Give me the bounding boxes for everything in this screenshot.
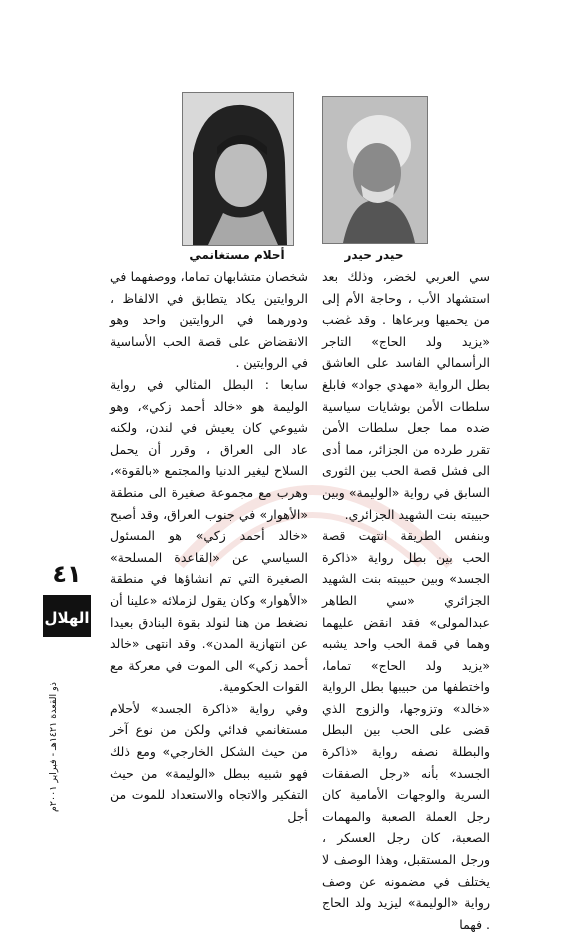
portrait-woman-image (183, 93, 293, 245)
issue-date-vertical: ذو القعدة ١٤٢١هـ - فبراير ٢٠٠١م (48, 682, 59, 812)
photo-ahlam-mostaghanemi (182, 92, 294, 246)
caption-left-photo: أحلام مستغانمي (189, 248, 285, 262)
page-number: ٤١ (52, 560, 82, 588)
paragraph: سابعا : البطل المثالي في رواية الوليمة هو «خالد أحمد زكي»، وهو شيوعي كان يعيش في لندن، ولكنه عاد الى العراق ، وقرر أن يحمل السلاح ليغير الدنيا والمجتمع «بالقوة»، وهرب مع مجموعة صغيرة الى منطقة «الأهوار» في جنوب العراق، وقد أصبح «خالد أحمد زكي» هو المسئول السياسي عن «القاعدة المسلحة» الصغيرة التي تم انشاؤها في منطقة «الأهوار» وكان يقول لزملائه «علينا أن نضغط من هنا لنولد بقوة البنادق بعيدا عن انتهازية المدن». وقد انتهى «خالد أحمد زكي» الى الموت في معركة مع القوات الحكومية. (110, 376, 308, 695)
magazine-sidebar (42, 560, 92, 680)
paragraph: سي العربي لخضر، وذلك بعد استشهاد الأب ، وحاجة الأم إلى من يحميها وبرعاها . وقد غضب «يزيد ولد الحاج» التاجر الرأسمالي الفاسد على العاشق بطل الرواية «مهدي جواد» فابلغ سلطات الأمن بوشايات سياسية ضده مما جعل سلطات الأمن تقرر طرده من الجزائر، مما أدى الى فشل قصة الحب بين الثورى السابق في رواية «الوليمة» وبين حبيبته بنت الشهيد الجزائري. (322, 269, 490, 522)
logo-text: الهلال (44, 609, 90, 627)
al-hilal-logo (42, 594, 92, 638)
portrait-man-image (323, 97, 427, 243)
paragraph: شخصان متشابهان تماما، ووصفهما في الروايتين يكاد يتطابق في الالفاظ ، ودورهما في الروايتين واحد وهو الانقضاض على قصة الحب الأساسية في الروايتين . (110, 269, 308, 371)
photo-haidar-haidar (322, 96, 428, 244)
paragraph: وبنفس الطريقة انتهت قصة الحب بين بطل رواية «ذاكرة الجسد» وبين حبيبته بنت الشهيد الجزائري «سي الطاهر عبدالمولى» فقد انقض عليهما وهما في قمة الحب واحد يشبه «يزيد ولد الحاج» تماما، واختطفها من حبيبها بطل الرواية «خالد» وتزوجها، والزوج الذي قضى على الحب بين البطل والبطلة نصفه رواية «ذاكرة الجسد» بأنه «رجل الصفقات السرية والوجهات الأمامية كان رجل العملة الصعبة والمهمات الصعبة، كان رجل العسكر ، ورجل المستقبل، وهذا الوصف لا يختلف في مضمونه عن وصف رواية «الوليمة» ليزيد ولد الحاج . فهما (322, 528, 490, 932)
article-column-right (322, 266, 490, 935)
paragraph: وفي رواية «ذاكرة الجسد» لأحلام مستغانمي فدائي ولكن من نوع آخر من حيث الشكل الخارجي» ومع ذلك فهو شبيه ببطل «الوليمة» من حيث التفكير والاتجاه والاستعداد للموت من أجل (110, 700, 308, 824)
caption-right-photo: حيدر حيدر (344, 248, 404, 262)
article-column-left (110, 266, 308, 827)
